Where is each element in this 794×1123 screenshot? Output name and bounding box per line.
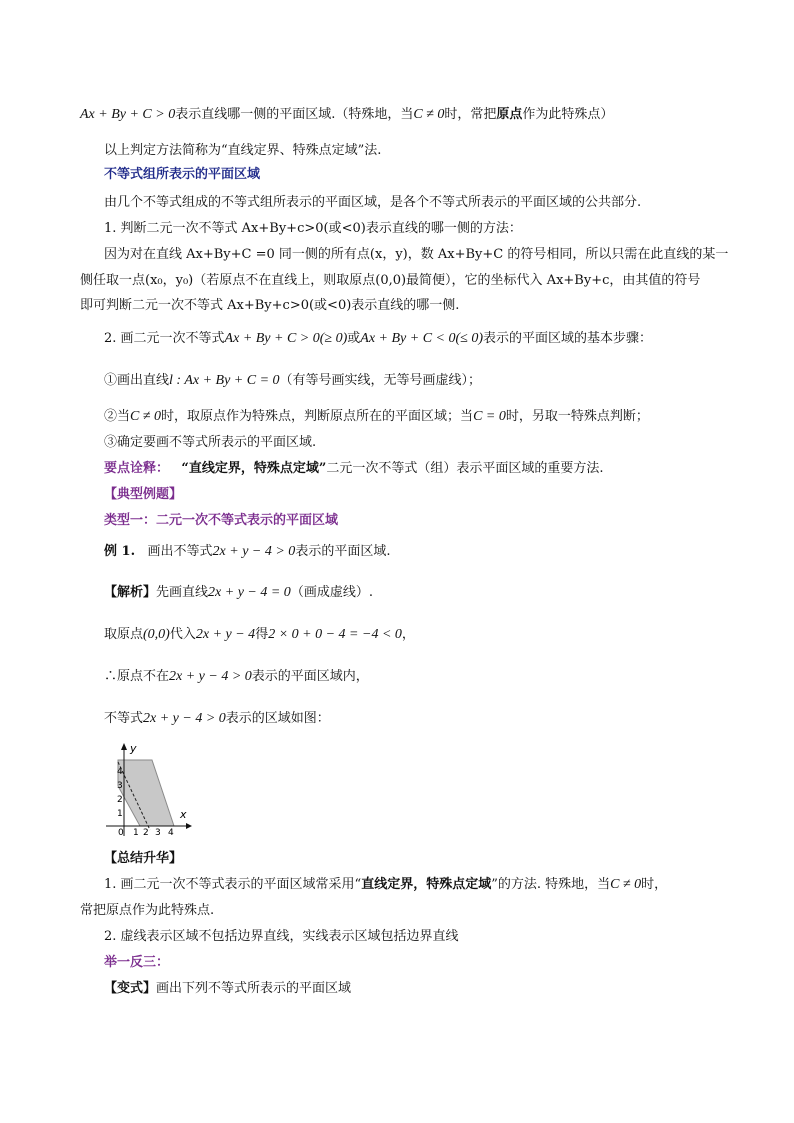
origin-label: 0 xyxy=(118,828,124,838)
text: 时，取原点作为特殊点，判断原点所在的平面区域；当 xyxy=(161,409,474,424)
x-axis-label: x xyxy=(180,808,187,821)
item-2-title xyxy=(104,330,652,348)
practice-heading: 举一反三： xyxy=(104,955,170,970)
solution-label: 【解析】 xyxy=(104,585,157,600)
summary-point-1 xyxy=(104,876,667,894)
summary-point-1-continued: 常把原点作为此特殊点. xyxy=(80,903,215,918)
text: 表示的平面区域的基本步骤： xyxy=(483,331,653,346)
text: 表示的平面区域. xyxy=(295,544,391,559)
shaded-region xyxy=(118,760,174,826)
x-tick-label: 1 xyxy=(133,828,139,838)
x-tick-label: 4 xyxy=(168,828,174,838)
section-paragraph: 由几个不等式组成的不等式组所表示的平面区域，是各个不等式所表示的平面区域的公共部分. xyxy=(104,195,642,210)
text: 表示的区域如图： xyxy=(225,711,330,726)
example-1 xyxy=(104,543,390,561)
text: 时，常把 xyxy=(444,107,497,122)
solution-line-3 xyxy=(104,668,369,686)
math-expression: 2x + y − 4 xyxy=(195,627,256,642)
text: 2. 画二元一次不等式 xyxy=(104,331,225,346)
x-tick-label: 2 xyxy=(143,828,149,838)
step-1 xyxy=(104,372,481,390)
bold-text: “直线定界，特殊点定域” xyxy=(181,461,327,476)
text: ∴原点不在 xyxy=(104,669,170,684)
text: 表示的平面区域内， xyxy=(251,669,369,684)
variant-label: 【变式】 xyxy=(104,981,157,996)
math-expression: 2x + y − 4 = 0 xyxy=(208,585,291,600)
math-expression: C ≠ 0 xyxy=(413,107,445,122)
text: 代入 xyxy=(169,627,196,642)
inequality-region-figure xyxy=(100,740,200,840)
variant-line xyxy=(104,980,351,998)
step-3: ③确定要画不等式所表示的平面区域. xyxy=(104,435,317,450)
math-expression: (0,0) xyxy=(143,627,170,642)
example-label: 例 1. xyxy=(104,544,136,559)
text: 取原点 xyxy=(104,627,144,642)
summary-heading: 【总结升华】 xyxy=(104,851,183,866)
item-1-line-3: 即可判断二元一次不等式 Ax+By+c>0(或<0)表示直线的哪一侧. xyxy=(80,298,460,313)
y-axis-label: y xyxy=(130,742,137,755)
math-expression: 2x + y − 4 > 0 xyxy=(143,711,226,726)
solution-line-2 xyxy=(104,626,415,644)
typical-examples-heading: 【典型例题】 xyxy=(104,487,183,502)
math-expression: 2 × 0 + 0 − 4 = −4 < 0 xyxy=(268,627,402,642)
section-heading: 不等式组所表示的平面区域 xyxy=(104,167,261,182)
y-tick-label: 1 xyxy=(117,809,123,819)
text: ①画出直线 xyxy=(104,373,170,388)
bold-text: 原点 xyxy=(496,107,523,122)
text: 得 xyxy=(255,627,269,642)
math-expression: Ax + By + C < 0(≤ 0) xyxy=(360,331,483,346)
y-tick-label: 4 xyxy=(117,767,123,777)
math-expression: Ax + By + C > 0(≥ 0) xyxy=(224,331,348,346)
item-1-title: 1. 判断二元一次不等式 Ax+By+c>0(或<0)表示直线的哪一侧的方法： xyxy=(104,221,522,236)
text: 或 xyxy=(347,331,361,346)
math-expression: 2x + y − 4 > 0 xyxy=(212,544,296,559)
x-tick-label: 3 xyxy=(155,828,161,838)
item-1-line-1: 因为对在直线 Ax+By+C =0 同一侧的所有点(x，y)，数 Ax+By+C 的符号相同，所以只需在此直线的某一 xyxy=(104,247,729,262)
bold-text: 直线定界，特殊点定域 xyxy=(361,877,492,892)
text: 画出下列不等式所表示的平面区域 xyxy=(156,981,352,996)
text: 作为此特殊点） xyxy=(522,107,614,122)
type-1-heading: 类型一：二元一次不等式表示的平面区域 xyxy=(104,513,339,528)
math-expression: C ≠ 0 xyxy=(130,409,162,424)
key-point-label: 要点诠释： xyxy=(104,461,170,476)
text: 画出不等式 xyxy=(147,544,213,559)
text: 1. 画二元一次不等式表示的平面区域常采用“ xyxy=(104,877,362,892)
key-point xyxy=(104,460,604,478)
intro-line-1 xyxy=(80,106,613,124)
text: 表示直线哪一侧的平面区域.（特殊地，当 xyxy=(175,107,414,122)
y-tick-label: 3 xyxy=(117,781,123,791)
math-expression: C = 0 xyxy=(473,409,506,424)
math-expression: l : Ax + By + C = 0 xyxy=(169,373,280,388)
y-axis-arrow-icon xyxy=(121,743,127,750)
text: （有等号画实线，无等号画虚线）； xyxy=(279,373,482,388)
x-axis-arrow-icon xyxy=(186,823,192,829)
math-expression: 2x + y − 4 > 0 xyxy=(169,669,252,684)
text: 时，另取一特殊点判断； xyxy=(505,409,649,424)
text: ， xyxy=(401,627,415,642)
summary-point-2: 2. 虚线表示区域不包括边界直线，实线表示区域包括边界直线 xyxy=(104,929,459,944)
text: 二元一次不等式（组）表示平面区域的重要方法. xyxy=(326,461,604,476)
item-1-line-2: 侧任取一点(x₀，y₀)（若原点不在直线上，则取原点(0,0)最简便），它的坐标代入 Ax+By+c，由其值的符号 xyxy=(80,273,701,288)
text: ”的方法. 特殊地，当 xyxy=(491,877,611,892)
intro-line-2: 以上判定方法简称为“直线定界、特殊点定域”法. xyxy=(104,143,382,158)
solution-line-1 xyxy=(104,584,373,602)
text: 时， xyxy=(641,877,668,892)
text: 不等式 xyxy=(104,711,144,726)
text: （画成虚线）. xyxy=(290,585,373,600)
math-expression: Ax + By + C > 0 xyxy=(80,107,176,122)
step-2 xyxy=(104,408,649,426)
text: 先画直线 xyxy=(156,585,209,600)
math-expression: C ≠ 0 xyxy=(610,877,642,892)
y-tick-label: 2 xyxy=(117,795,123,805)
text: ②当 xyxy=(104,409,131,424)
solution-line-4 xyxy=(104,710,330,728)
